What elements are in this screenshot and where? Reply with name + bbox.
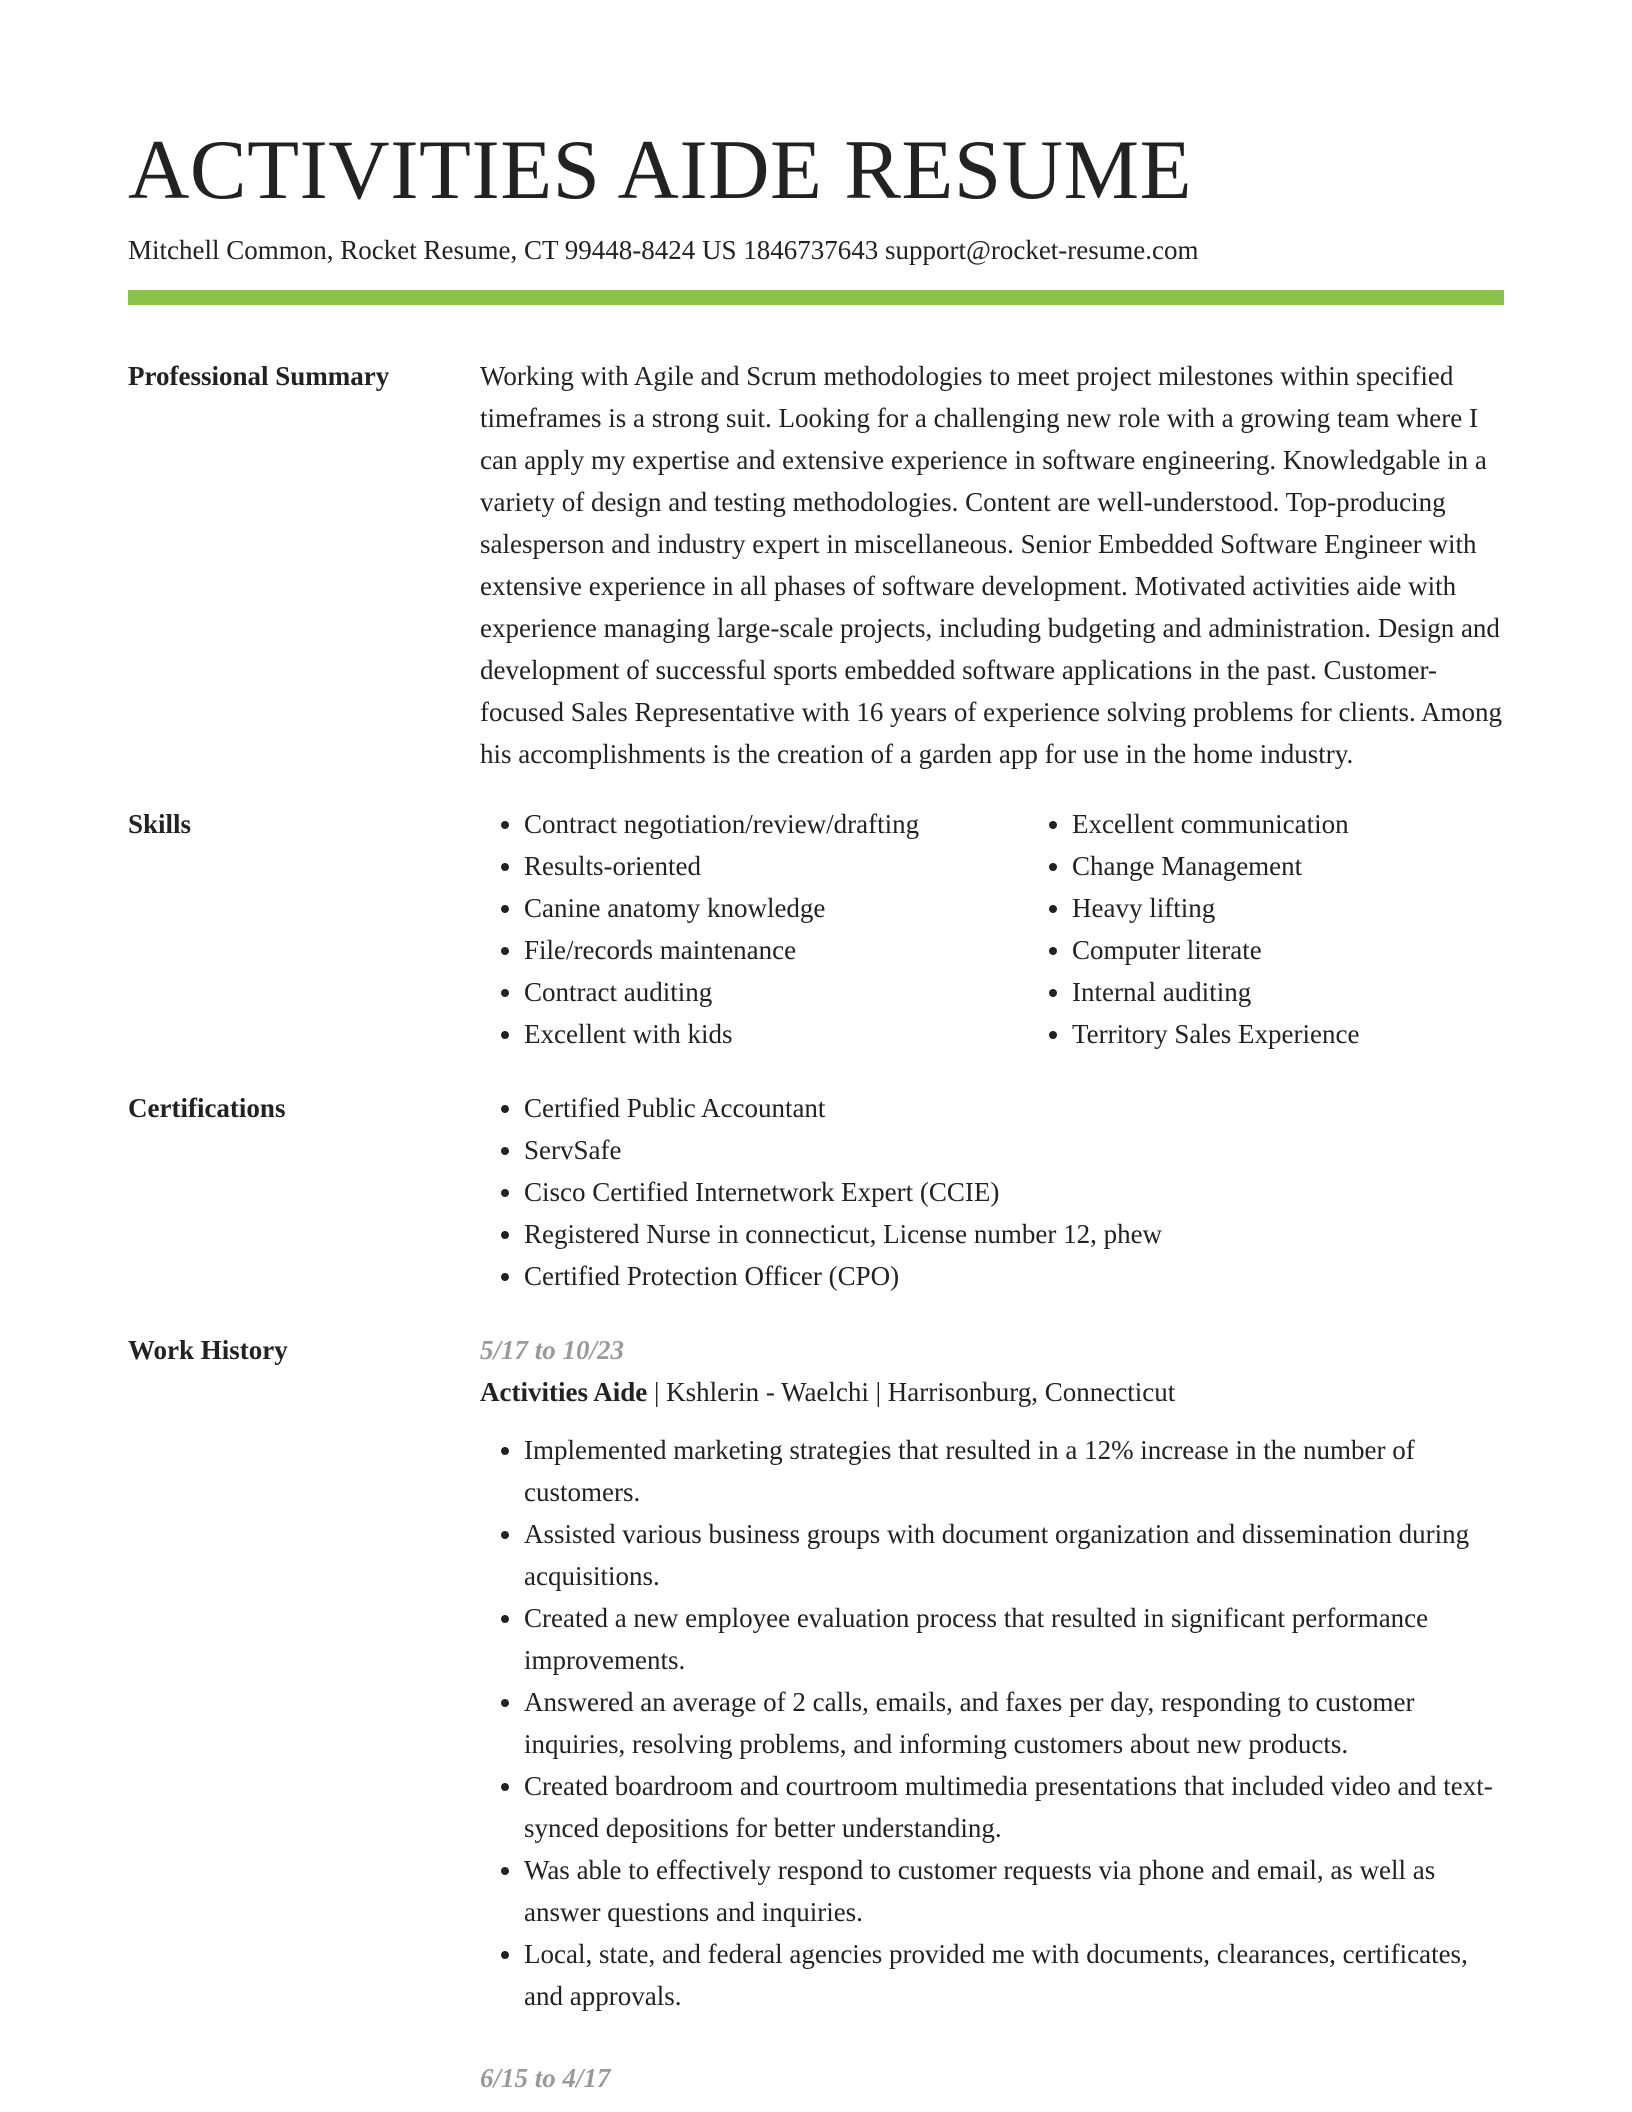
job-bullet: • Implemented marketing strategies that resulted in a 12% increase in the number of customers. — [524, 1429, 1504, 1513]
work-history-heading: Work History — [128, 1335, 288, 1365]
certifications-heading: Certifications — [128, 1093, 286, 1123]
certification-item: • Certified Protection Officer (CPO) — [524, 1255, 1504, 1297]
job-dates: 5/17 to 10/23 — [480, 1335, 625, 1365]
summary-section — [128, 355, 1504, 775]
skills-list-left — [480, 803, 1028, 1055]
certification-item: • Registered Nurse in connecticut, License number 12, phew — [524, 1213, 1504, 1255]
job-entry — [480, 1329, 1504, 2017]
skill-item: • Internal auditing — [1072, 971, 1576, 1013]
job-bullet: • Created a new employee evaluation process that resulted in significant performance improvements. — [524, 1597, 1504, 1681]
work-history-section — [128, 1329, 1504, 2099]
contact-info: Mitchell Common, Rocket Resume, CT 99448-8424 US 1846737643 support@rocket-resume.com — [128, 235, 1199, 265]
job-bullet: • Assisted various business groups with document organization and dissemination during acquisitions. — [524, 1513, 1504, 1597]
job-bullet: • Answered an average of 2 calls, emails, and faxes per day, responding to customer inquiries, resolving problems, and informing customers about new products. — [524, 1681, 1504, 1765]
skill-item: • Canine anatomy knowledge — [524, 887, 1028, 929]
certifications-body — [480, 1087, 1504, 1297]
certifications-list — [480, 1087, 1504, 1297]
certification-item: • ServSafe — [524, 1129, 1504, 1171]
job-details: | Kshlerin - Waelchi | Harrisonburg, Connecticut — [647, 1377, 1176, 1407]
summary-text: Working with Agile and Scrum methodologies to meet project milestones within specified timeframes is a strong suit. Looking for a challenging new role with a growing team where I can apply my expertise and extensive experience in software engineering. Knowledgable in a variety of design and testing methodologies. Content are well-understood. Top-producing salesperson and industry expert in miscellaneous. Senior Embedded Software Engineer with extensive experience in all phases of software development. Motivated activities aide with experience managing large-scale projects, including budgeting and administration. Design and development of successful sports embedded software applications in the past. Customer-focused Sales Representative with 16 years of experience solving problems for clients. Among his accomplishments is the creation of a garden app for use in the home industry. — [480, 361, 1502, 769]
skill-item: • Contract negotiation/review/drafting — [524, 803, 1028, 845]
certification-item: • Cisco Certified Internetwork Expert (CCIE) — [524, 1171, 1504, 1213]
job-bullets — [480, 1429, 1504, 2017]
job-bullet: • Created boardroom and courtroom multimedia presentations that included video and text-synced depositions for better understanding. — [524, 1765, 1504, 1849]
job-bullet: • Was able to effectively respond to customer requests via phone and email, as well as answer questions and inquiries. — [524, 1849, 1504, 1933]
skill-item: • Contract auditing — [524, 971, 1028, 1013]
job-entry — [480, 2057, 1504, 2099]
skill-item: • Results-oriented — [524, 845, 1028, 887]
skill-item: • Heavy lifting — [1072, 887, 1576, 929]
work-history-body — [480, 1329, 1504, 2099]
skills-body — [480, 803, 1576, 1055]
summary-heading: Professional Summary — [128, 361, 390, 391]
job-line — [480, 1371, 1504, 1413]
job-title: Activities Aide — [480, 1377, 648, 1407]
resume-page — [128, 0, 1504, 2099]
job-bullet: • Local, state, and federal agencies provided me with documents, clearances, certificates, and approvals. — [524, 1933, 1504, 2017]
skills-grid — [480, 803, 1576, 1055]
summary-body — [480, 355, 1504, 775]
skill-item: • Excellent with kids — [524, 1013, 1028, 1055]
skills-list-right — [1028, 803, 1576, 1055]
skill-item: • Territory Sales Experience — [1072, 1013, 1576, 1055]
skill-item: • Change Management — [1072, 845, 1576, 887]
skills-heading: Skills — [128, 809, 192, 839]
accent-divider — [128, 290, 1504, 305]
skill-item: • File/records maintenance — [524, 929, 1028, 971]
skill-item: • Computer literate — [1072, 929, 1576, 971]
skill-item: • Excellent communication — [1072, 803, 1576, 845]
resume-title: ACTIVITIES AIDE RESUME — [128, 123, 1192, 217]
certifications-section — [128, 1087, 1504, 1297]
skills-section — [128, 803, 1504, 1055]
job-dates: 6/15 to 4/17 — [480, 2063, 611, 2093]
certification-item: • Certified Public Accountant — [524, 1087, 1504, 1129]
